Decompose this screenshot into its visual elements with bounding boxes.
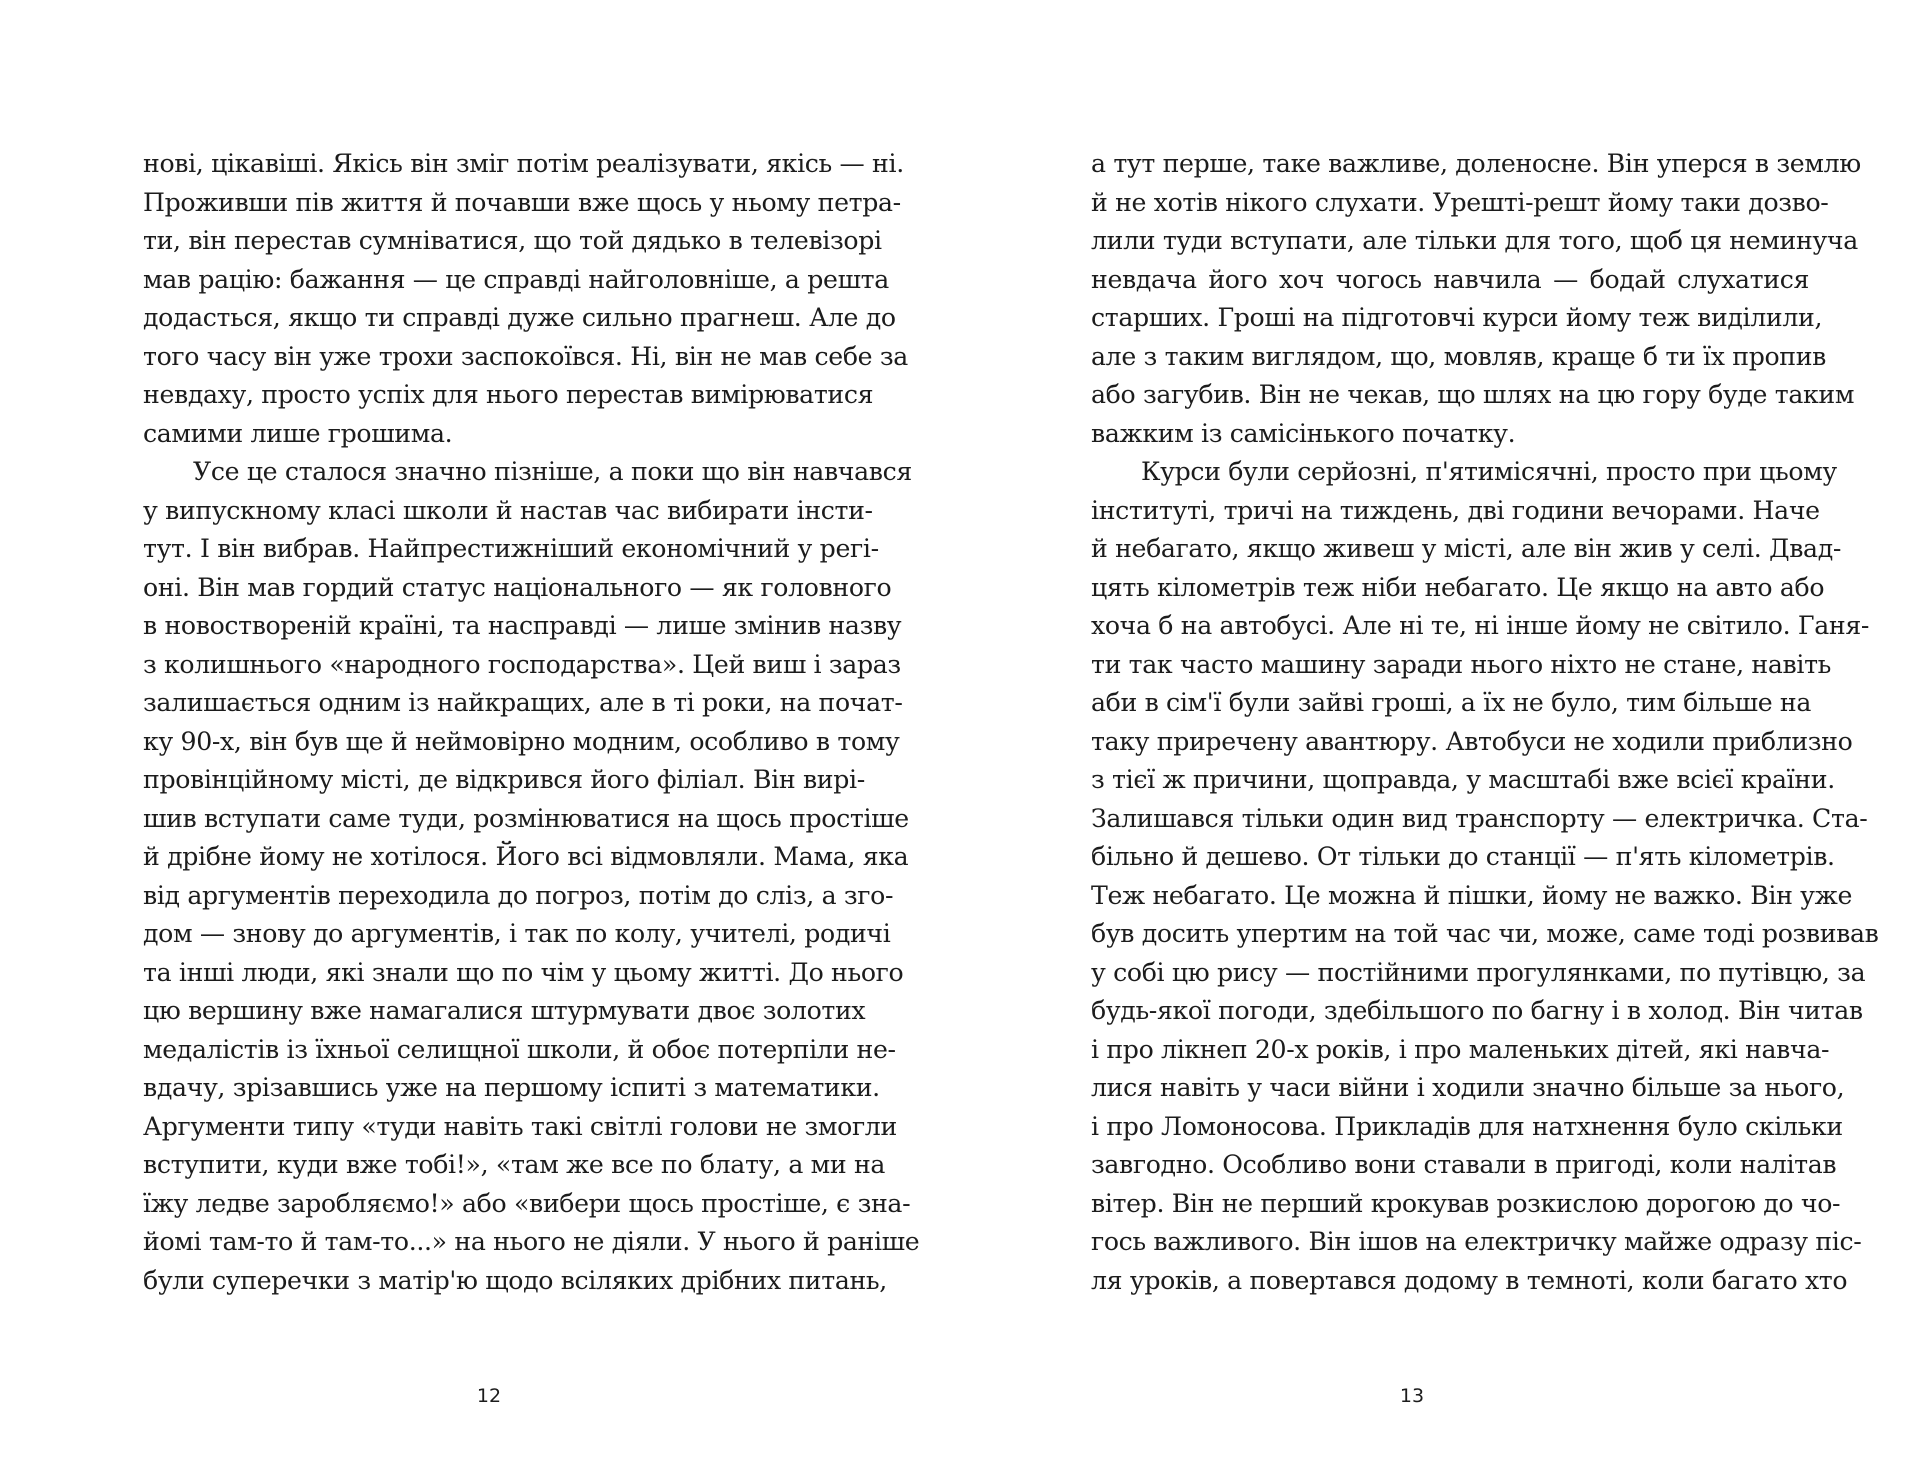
text-line: й дрібне йому не хотілося. Його всі відмовляли. Мама, яка xyxy=(143,842,909,871)
text-line: таку приречену авантюру. Автобуси не ходили приблизно xyxy=(1091,726,1853,756)
text-line: більно й дешево. От тільки до станції — п'ять кілометрів. xyxy=(1091,842,1835,871)
text-line: ля уроків, а повертався додому в темноті, коли багато хто xyxy=(1091,1265,1848,1295)
text-line: й не хотів нікого слухати. Урешті-решт йому таки дозво- xyxy=(1091,187,1829,217)
text-line: цю вершину вже намагалися штурмувати двоє золотих xyxy=(143,996,866,1025)
text-line: ку 90-х, він був ще й неймовірно модним, особливо в тому xyxy=(143,726,900,756)
text-line: вступити, куди вже тобі!», «там же все по блату, а ми на xyxy=(143,1150,886,1179)
text-line: лися навіть у часи війни і ходили значно більше за нього, xyxy=(1091,1073,1845,1102)
text-line: Аргументи типу «туди навіть такі світлі голови не змогли xyxy=(143,1111,897,1141)
text-line: Проживши пів життя й почавши вже щось у ньому петра- xyxy=(143,187,901,217)
text-line: та інші люди, які знали що по чім у цьому житті. До нього xyxy=(143,957,904,987)
text-line: тут. І він вибрав. Найпрестижніший економічний у регі- xyxy=(143,534,879,563)
text-line: Курси були серйозні, п'ятимісячні, просто при цьому xyxy=(1141,457,1837,486)
text-line: був досить упертим на той час чи, може, саме тоді розвивав xyxy=(1091,919,1879,948)
text-line: або загубив. Він не чекав, що шлях на цю гору буде таким xyxy=(1091,380,1855,409)
text-line: Усе це сталося значно пізніше, а поки що він навчався xyxy=(193,457,912,486)
left-page-text xyxy=(143,145,920,1300)
text-line: а тут перше, таке важливе, доленосне. Він уперся в землю xyxy=(1091,149,1861,178)
text-line: дом — знову до аргументів, і так по колу, учителі, родичі xyxy=(143,919,891,948)
text-line: медалістів із їхньої селищної школи, й обоє потерпіли не- xyxy=(143,1034,896,1064)
text-line: самими лише грошима. xyxy=(143,418,453,448)
text-line: з тієї ж причини, щоправда, у масштабі вже всієї країни. xyxy=(1091,765,1835,794)
text-line: старших. Гроші на підготовчі курси йому теж виділили, xyxy=(1091,303,1823,332)
text-line: невдаху, просто успіх для нього перестав вимірюватися xyxy=(143,380,874,409)
text-line: в новоствореній країні, та насправді — лише змінив назву xyxy=(143,611,902,640)
text-line: невдача його хоч чогось навчила — бодай слухатися xyxy=(1091,264,1809,294)
text-line: їжу ледве заробляємо!» або «вибери щось простіше, є зна- xyxy=(143,1188,911,1218)
text-line: у випускному класі школи й настав час вибирати інсти- xyxy=(143,495,873,525)
text-line: у собі цю рису — постійними прогулянками, по путівцю, за xyxy=(1091,957,1866,987)
text-line: але з таким виглядом, що, мовляв, краще б ти їх пропив xyxy=(1091,341,1827,371)
right-page xyxy=(960,0,1920,1477)
text-line: від аргументів переходила до погроз, потім до сліз, а зго- xyxy=(143,880,894,910)
text-line: оні. Він мав гордий статус національного — як головного xyxy=(143,572,892,602)
text-line: будь-якої погоди, здебільшого по багну і в холод. Він читав xyxy=(1091,996,1863,1025)
text-line: шив вступати саме туди, розмінюватися на щось простіше xyxy=(143,803,909,833)
page-number: 12 xyxy=(476,1385,502,1407)
text-line: провінційному місті, де відкрився його філіал. Він вирі- xyxy=(143,765,865,794)
page-number: 13 xyxy=(1399,1385,1425,1407)
text-line: і про Ломоносова. Прикладів для натхнення було скільки xyxy=(1091,1111,1843,1141)
text-line: мав рацію: бажання — це справді найголовніше, а решта xyxy=(143,264,889,294)
text-line: нові, цікавіші. Якісь він зміг потім реалізувати, якісь — ні. xyxy=(143,149,904,178)
text-line: йомі там-то й там-то...» на нього не діяли. У нього й раніше xyxy=(143,1227,920,1256)
text-line: цять кілометрів теж ніби небагато. Це якщо на авто або xyxy=(1091,572,1825,602)
text-line: були суперечки з матір'ю щодо всіляких дрібних питань, xyxy=(143,1265,887,1295)
text-line: лили туди вступати, але тільки для того, щоб ця неминуча xyxy=(1091,226,1858,255)
text-line: Залишався тільки один вид транспорту — електричка. Ста- xyxy=(1091,803,1868,833)
text-line: і про лікнеп 20-х років, і про маленьких дітей, які навча- xyxy=(1091,1034,1830,1064)
text-line: хоча б на автобусі. Але ні те, ні інше йому не світило. Ганя- xyxy=(1091,611,1870,640)
text-line: ти так часто машину заради нього ніхто не стане, навіть xyxy=(1091,649,1832,679)
text-line: з колишнього «народного господарства». Цей виш і зараз xyxy=(143,649,901,679)
text-line: вдачу, зрізавшись уже на першому іспиті з математики. xyxy=(143,1073,880,1102)
text-line: аби в сім'ї були зайві гроші, а їх не було, тим більше на xyxy=(1091,688,1812,717)
text-line: важким із самісінького початку. xyxy=(1091,418,1516,448)
text-line: того часу він уже трохи заспокоївся. Ні, він не мав себе за xyxy=(143,341,908,371)
text-line: інституті, тричі на тиждень, дві години вечорами. Наче xyxy=(1091,495,1820,525)
text-line: Теж небагато. Це можна й пішки, йому не важко. Він уже xyxy=(1091,880,1853,910)
text-line: вітер. Він не перший крокував розкислою дорогою до чо- xyxy=(1091,1188,1841,1218)
text-line: ти, він перестав сумніватися, що той дядько в телевізорі xyxy=(143,226,882,255)
text-line: гось важливого. Він ішов на електричку майже одразу піс- xyxy=(1091,1227,1862,1256)
text-line: додасться, якщо ти справді дуже сильно прагнеш. Але до xyxy=(143,303,896,332)
text-line: й небагато, якщо живеш у місті, але він жив у селі. Двад- xyxy=(1091,534,1842,563)
text-line: завгодно. Особливо вони ставали в пригоді, коли налітав xyxy=(1091,1150,1837,1179)
text-line: залишається одним із найкращих, але в ті роки, на почат- xyxy=(143,688,903,717)
right-page-text xyxy=(1091,145,1879,1300)
